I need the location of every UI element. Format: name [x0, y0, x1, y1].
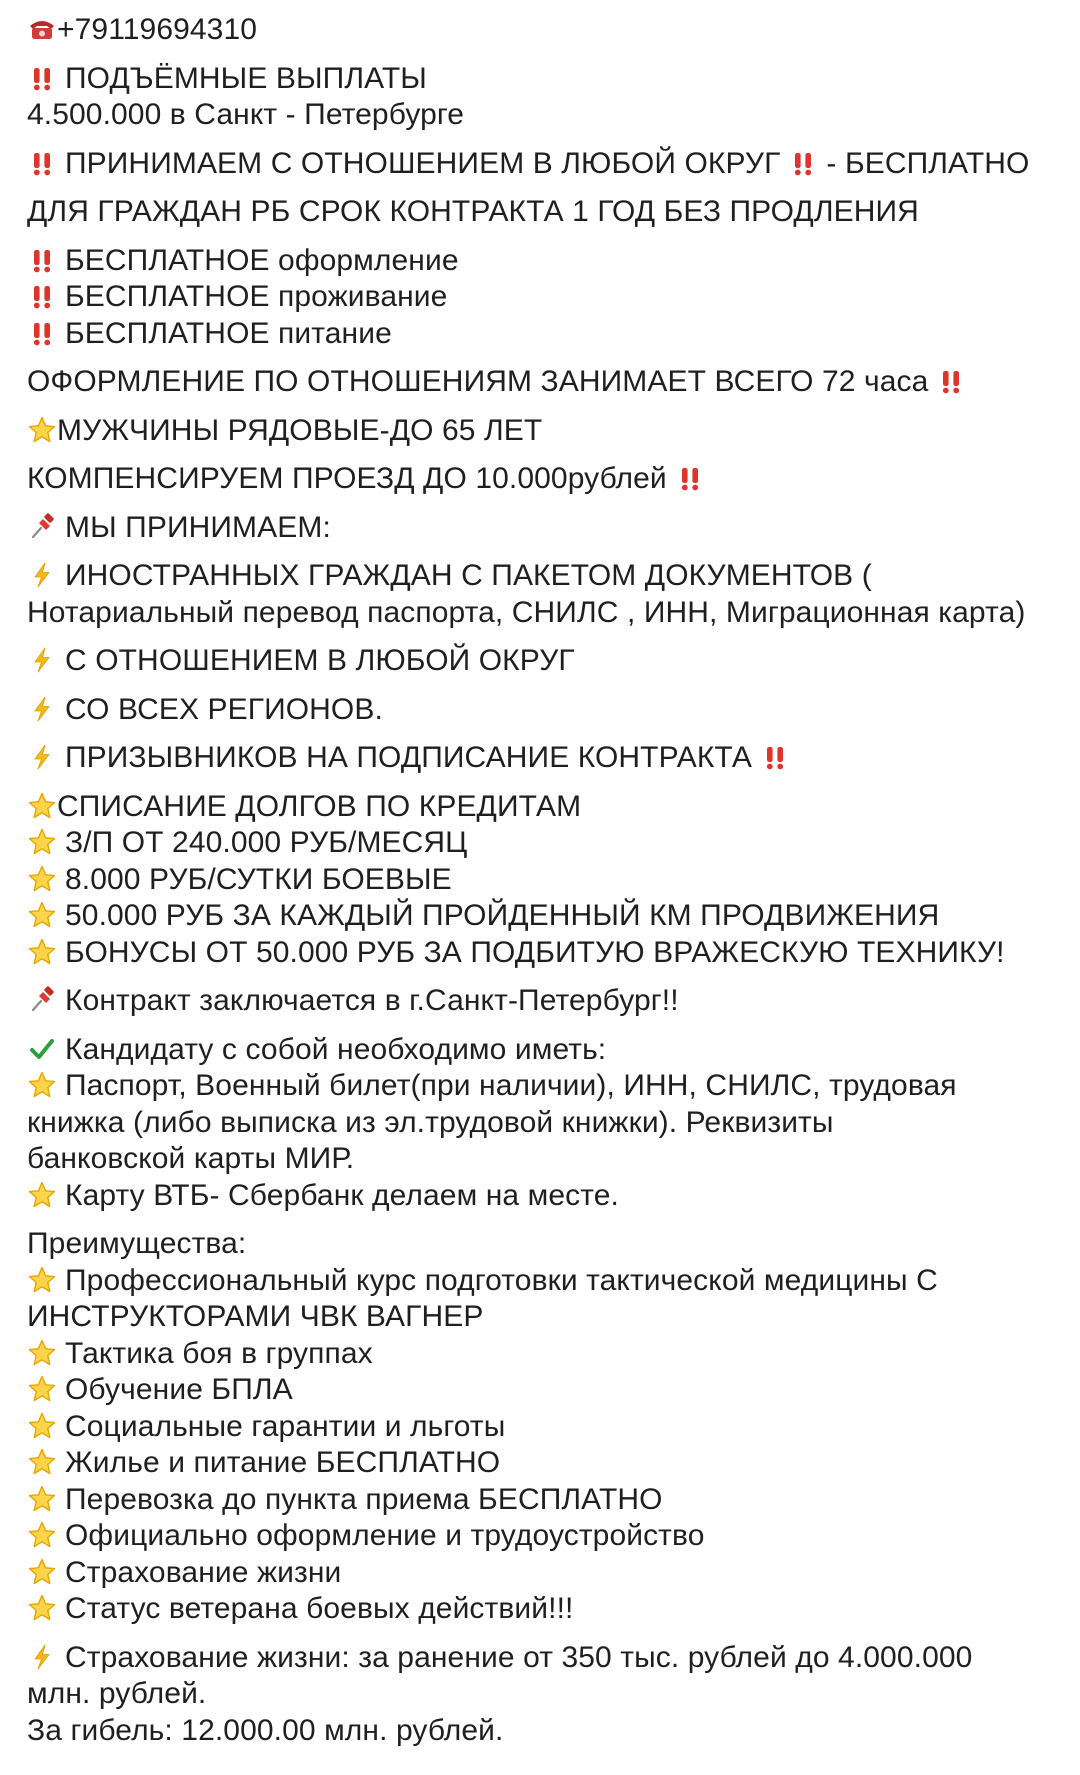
- list-item: Страхование жизни: [27, 1555, 1053, 1592]
- double-exclamation-icon: [27, 148, 57, 178]
- lightning-icon: [27, 645, 57, 675]
- list-item: СПИСАНИЕ ДОЛГОВ ПО КРЕДИТАМ: [27, 789, 1053, 826]
- advantages-title: Преимущества:: [27, 1227, 247, 1260]
- checkmark-icon: [27, 1034, 57, 1064]
- list-item: Перевозка до пункта приема БЕСПЛАТНО: [27, 1482, 1053, 1519]
- insurance-block: [27, 1640, 1053, 1750]
- double-exclamation-icon: [675, 463, 705, 493]
- we-accept-title-line: [27, 510, 1053, 547]
- double-exclamation-icon: [27, 318, 57, 348]
- star-icon: [27, 864, 57, 894]
- accept-any-district-free: - БЕСПЛАТНО: [826, 146, 1030, 180]
- list-item: 8.000 РУБ/СУТКИ БОЕВЫЕ: [27, 862, 1053, 899]
- list-item: БЕСПЛАТНОЕ питание: [27, 316, 1053, 353]
- star-icon: [27, 900, 57, 930]
- lightning-icon: [27, 694, 57, 724]
- star-icon: [27, 937, 57, 967]
- list-item: 50.000 РУБ ЗА КАЖДЫЙ ПРОЙДЕННЫЙ КМ ПРОДВИЖЕНИЯ: [27, 898, 1053, 935]
- insurance-text-cont: млн. рублей.: [27, 1677, 207, 1710]
- star-icon: [27, 1338, 57, 1368]
- men-age-text: МУЖЧИНЫ РЯДОВЫЕ-ДО 65 ЛЕТ: [57, 413, 543, 447]
- phone-line: [27, 12, 1053, 49]
- accept-regions-line: [27, 692, 1053, 729]
- accept-foreign-docs: Нотариальный перевод паспорта, СНИЛС , ИНН, Миграционная карта): [27, 595, 1026, 629]
- documents-title: Кандидату с собой необходимо иметь:: [65, 1032, 607, 1066]
- accept-district-text: С ОТНОШЕНИЕМ В ЛЮБОЙ ОКРУГ: [65, 644, 575, 677]
- list-item: БОНУСЫ ОТ 50.000 РУБ ЗА ПОДБИТУЮ ВРАЖЕСКУЮ ТЕХНИКУ!: [27, 935, 1053, 972]
- double-exclamation-icon: [760, 742, 790, 772]
- processing-time-text: ОФОРМЛЕНИЕ ПО ОТНОШЕНИЯМ ЗАНИМАЕТ ВСЕГО 72 часа: [27, 365, 929, 398]
- list-item: Официально оформление и трудоустройство: [27, 1518, 1053, 1555]
- list-item: Социальные гарантии и льготы: [27, 1409, 1053, 1446]
- documents-block: [27, 1032, 1053, 1215]
- star-icon: [27, 827, 57, 857]
- star-icon: [27, 1447, 57, 1477]
- star-icon: [27, 1265, 57, 1295]
- lightning-icon: [27, 560, 57, 590]
- travel-comp-text: КОМПЕНСИРУЕМ ПРОЕЗД ДО 10.000рублей: [27, 462, 667, 495]
- death-benefit: За гибель: 12.000.00 млн. рублей.: [27, 1713, 504, 1747]
- double-exclamation-icon: [27, 245, 57, 275]
- phone-number: +79119694310: [57, 13, 258, 46]
- card-note: Карту ВТБ- Сбербанк делаем на месте.: [65, 1178, 619, 1212]
- double-exclamation-icon: [27, 281, 57, 311]
- travel-comp-line: [27, 461, 1053, 498]
- accept-any-district-text: ПРИНИМАЕМ С ОТНОШЕНИЕМ В ЛЮБОЙ ОКРУГ: [65, 146, 781, 180]
- pushpin-icon: [27, 985, 57, 1015]
- star-icon: [27, 791, 57, 821]
- list-item: З/П ОТ 240.000 РУБ/МЕСЯЦ: [27, 825, 1053, 862]
- benefits-list: [27, 789, 1053, 972]
- star-icon: [27, 1070, 57, 1100]
- list-item: БЕСПЛАТНОЕ проживание: [27, 279, 1053, 316]
- accept-foreign-text: ИНОСТРАННЫХ ГРАЖДАН С ПАКЕТОМ ДОКУМЕНТОВ (: [65, 559, 872, 592]
- offer-block: [27, 61, 1053, 134]
- star-icon: [27, 1557, 57, 1587]
- list-item-cont: ИНСТРУКТОРАМИ ЧВК ВАГНЕР: [27, 1300, 484, 1333]
- free-items-list: [27, 243, 1053, 353]
- advantages-block: [27, 1226, 1053, 1628]
- star-icon: [27, 1593, 57, 1623]
- telephone-icon: [27, 14, 57, 44]
- processing-time-line: [27, 364, 1053, 401]
- rb-citizens-text: ДЛЯ ГРАЖДАН РБ СРОК КОНТРАКТА 1 ГОД БЕЗ ПРОДЛЕНИЯ: [27, 195, 919, 228]
- list-item: Жилье и питание БЕСПЛАТНО: [27, 1445, 1053, 1482]
- we-accept-title: МЫ ПРИНИМАЕМ:: [65, 510, 331, 544]
- lightning-icon: [27, 1642, 57, 1672]
- list-item: Тактика боя в группах: [27, 1336, 1053, 1373]
- lightning-icon: [27, 742, 57, 772]
- list-item: БЕСПЛАТНОЕ оформление: [27, 243, 1053, 280]
- insurance-text: Страхование жизни: за ранение от 350 тыс. рублей до 4.000.000: [65, 1640, 973, 1674]
- offer-heading: ПОДЪЁМНЫЕ ВЫПЛАТЫ: [65, 61, 427, 95]
- accept-regions-text: СО ВСЕХ РЕГИОНОВ.: [65, 692, 383, 726]
- documents-text-cont: книжка (либо выписка из эл.трудовой книжки). Реквизиты: [27, 1105, 834, 1139]
- accept-conscripts-text: ПРИЗЫВНИКОВ НА ПОДПИСАНИЕ КОНТРАКТА: [65, 741, 752, 774]
- list-item: Статус ветерана боевых действий!!!: [27, 1591, 1053, 1628]
- accept-any-district-line: [27, 146, 1053, 183]
- documents-text: Паспорт, Военный билет(при наличии), ИНН, СНИЛС, трудовая: [65, 1069, 957, 1102]
- double-exclamation-icon: [788, 148, 818, 178]
- star-icon: [27, 1484, 57, 1514]
- star-icon: [27, 1520, 57, 1550]
- offer-amount: 4.500.000 в Санкт - Петербурге: [27, 98, 465, 131]
- star-icon: [27, 1411, 57, 1441]
- double-exclamation-icon: [936, 366, 966, 396]
- accept-foreign-block: [27, 558, 1053, 631]
- star-icon: [27, 1374, 57, 1404]
- accept-conscripts-line: [27, 740, 1053, 777]
- rb-citizens-line: [27, 194, 1053, 231]
- contract-place-line: [27, 983, 1053, 1020]
- double-exclamation-icon: [27, 63, 57, 93]
- star-icon: [27, 1180, 57, 1210]
- pushpin-icon: [27, 512, 57, 542]
- list-item: Профессиональный курс подготовки тактической медицины С: [65, 1263, 938, 1297]
- contract-place-text: Контракт заключается в г.Санкт-Петербург!!: [65, 984, 679, 1017]
- accept-district-line: [27, 643, 1053, 680]
- men-age-line: [27, 413, 1053, 450]
- list-item: Обучение БПЛА: [27, 1372, 1053, 1409]
- star-icon: [27, 415, 57, 445]
- documents-text-end: банковской карты МИР.: [27, 1142, 355, 1175]
